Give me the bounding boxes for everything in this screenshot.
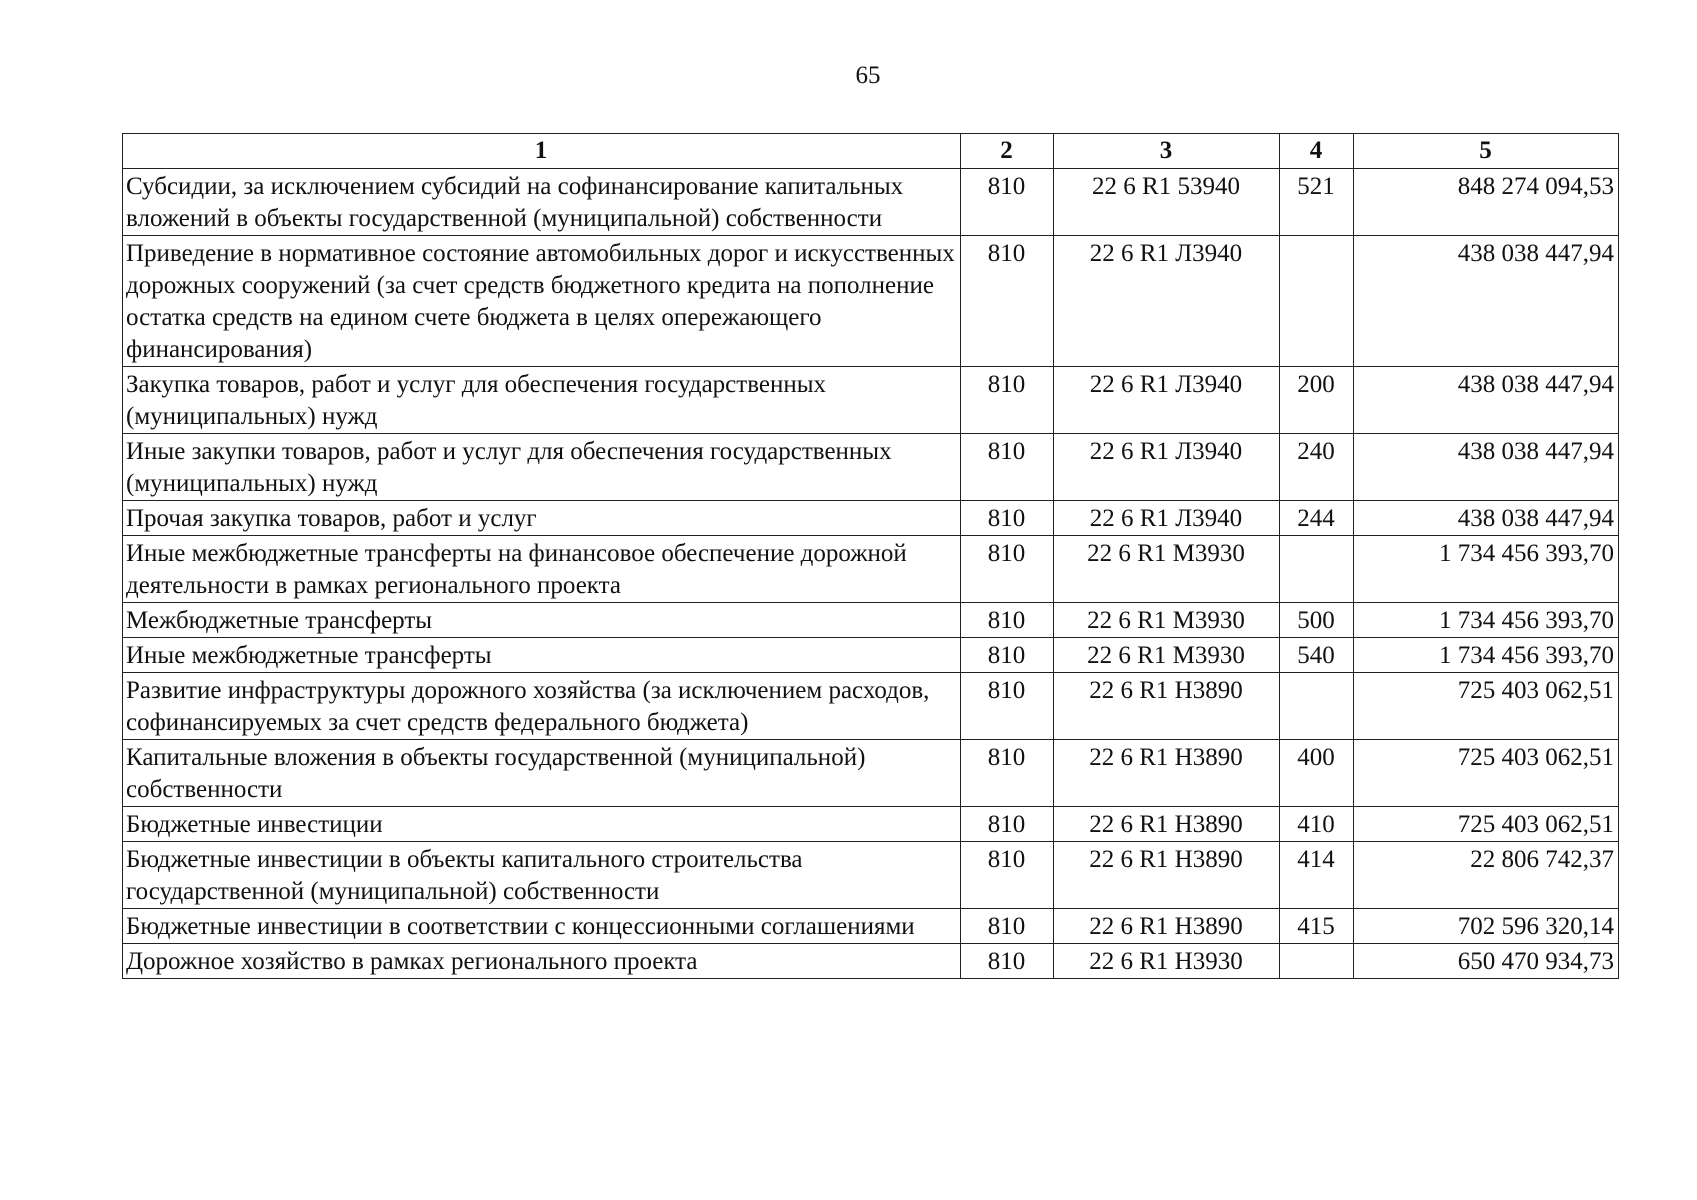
row-target-article: 22 6 R1 Н3890 (1054, 842, 1280, 909)
row-amount: 22 806 742,37 (1354, 842, 1619, 909)
table-row (123, 842, 1619, 909)
row-ministry-code: 810 (961, 536, 1054, 603)
row-amount: 1 734 456 393,70 (1354, 536, 1619, 603)
row-amount: 1 734 456 393,70 (1354, 638, 1619, 673)
row-name: Межбюджетные трансферты (123, 603, 961, 638)
row-amount: 438 038 447,94 (1354, 236, 1619, 367)
row-expense-type (1280, 236, 1354, 367)
row-name: Бюджетные инвестиции (123, 807, 961, 842)
row-expense-type: 410 (1280, 807, 1354, 842)
table-row (123, 909, 1619, 944)
row-target-article: 22 6 R1 Л3940 (1054, 501, 1280, 536)
row-name: Капитальные вложения в объекты государственной (муниципальной) собственности (123, 740, 961, 807)
row-name: Прочая закупка товаров, работ и услуг (123, 501, 961, 536)
row-target-article: 22 6 R1 53940 (1054, 169, 1280, 236)
table-row (123, 501, 1619, 536)
row-expense-type (1280, 673, 1354, 740)
row-target-article: 22 6 R1 М3930 (1054, 638, 1280, 673)
column-header: 4 (1280, 134, 1354, 169)
row-target-article: 22 6 R1 Н3930 (1054, 944, 1280, 979)
table-row (123, 944, 1619, 979)
row-target-article: 22 6 R1 Н3890 (1054, 673, 1280, 740)
row-expense-type (1280, 944, 1354, 979)
budget-table (122, 133, 1619, 979)
row-expense-type: 521 (1280, 169, 1354, 236)
row-name: Иные межбюджетные трансферты (123, 638, 961, 673)
row-target-article: 22 6 R1 Н3890 (1054, 740, 1280, 807)
row-ministry-code: 810 (961, 603, 1054, 638)
row-amount: 725 403 062,51 (1354, 673, 1619, 740)
page-number: 65 (855, 62, 881, 89)
row-expense-type: 540 (1280, 638, 1354, 673)
table-row (123, 169, 1619, 236)
table-row (123, 638, 1619, 673)
row-name: Дорожное хозяйство в рамках регионального проекта (123, 944, 961, 979)
table-row (123, 434, 1619, 501)
row-ministry-code: 810 (961, 501, 1054, 536)
row-amount: 725 403 062,51 (1354, 740, 1619, 807)
row-name: Приведение в нормативное состояние автомобильных дорог и искусственных дорожных сооружений (за счет средств бюджетного кредита на пополнение остатка средств на едином счете бюджета в целях опережающего финансирования) (123, 236, 961, 367)
row-amount: 650 470 934,73 (1354, 944, 1619, 979)
row-name: Бюджетные инвестиции в объекты капитального строительства государственной (муниципальной) собственности (123, 842, 961, 909)
row-expense-type: 415 (1280, 909, 1354, 944)
row-amount: 725 403 062,51 (1354, 807, 1619, 842)
row-target-article: 22 6 R1 Л3940 (1054, 434, 1280, 501)
table-row (123, 367, 1619, 434)
row-ministry-code: 810 (961, 740, 1054, 807)
table-row (123, 536, 1619, 603)
column-header: 1 (123, 134, 961, 169)
row-ministry-code: 810 (961, 236, 1054, 367)
row-amount: 1 734 456 393,70 (1354, 603, 1619, 638)
row-ministry-code: 810 (961, 807, 1054, 842)
row-ministry-code: 810 (961, 367, 1054, 434)
row-ministry-code: 810 (961, 842, 1054, 909)
row-ministry-code: 810 (961, 638, 1054, 673)
row-target-article: 22 6 R1 Н3890 (1054, 807, 1280, 842)
row-expense-type: 400 (1280, 740, 1354, 807)
table-row (123, 236, 1619, 367)
table-header-row (123, 134, 1619, 169)
row-amount: 702 596 320,14 (1354, 909, 1619, 944)
row-expense-type (1280, 536, 1354, 603)
row-expense-type: 500 (1280, 603, 1354, 638)
table-row (123, 673, 1619, 740)
row-amount: 848 274 094,53 (1354, 169, 1619, 236)
row-ministry-code: 810 (961, 909, 1054, 944)
row-ministry-code: 810 (961, 434, 1054, 501)
column-header: 3 (1054, 134, 1280, 169)
row-name: Субсидии, за исключением субсидий на софинансирование капитальных вложений в объекты государственной (муниципальной) собственности (123, 169, 961, 236)
row-ministry-code: 810 (961, 169, 1054, 236)
row-expense-type: 414 (1280, 842, 1354, 909)
row-name: Развитие инфраструктуры дорожного хозяйства (за исключением расходов, софинансируемых за счет средств федерального бюджета) (123, 673, 961, 740)
table-row (123, 603, 1619, 638)
row-ministry-code: 810 (961, 673, 1054, 740)
row-target-article: 22 6 R1 М3930 (1054, 603, 1280, 638)
row-name: Бюджетные инвестиции в соответствии с концессионными соглашениями (123, 909, 961, 944)
column-header: 5 (1354, 134, 1619, 169)
row-amount: 438 038 447,94 (1354, 501, 1619, 536)
row-expense-type: 244 (1280, 501, 1354, 536)
row-target-article: 22 6 R1 Л3940 (1054, 367, 1280, 434)
row-target-article: 22 6 R1 Л3940 (1054, 236, 1280, 367)
row-amount: 438 038 447,94 (1354, 367, 1619, 434)
row-target-article: 22 6 R1 М3930 (1054, 536, 1280, 603)
row-name: Иные межбюджетные трансферты на финансовое обеспечение дорожной деятельности в рамках регионального проекта (123, 536, 961, 603)
row-amount: 438 038 447,94 (1354, 434, 1619, 501)
row-name: Иные закупки товаров, работ и услуг для обеспечения государственных (муниципальных) нужд (123, 434, 961, 501)
row-name: Закупка товаров, работ и услуг для обеспечения государственных (муниципальных) нужд (123, 367, 961, 434)
table-row (123, 807, 1619, 842)
table-row (123, 740, 1619, 807)
row-expense-type: 240 (1280, 434, 1354, 501)
column-header: 2 (961, 134, 1054, 169)
row-expense-type: 200 (1280, 367, 1354, 434)
row-target-article: 22 6 R1 Н3890 (1054, 909, 1280, 944)
row-ministry-code: 810 (961, 944, 1054, 979)
